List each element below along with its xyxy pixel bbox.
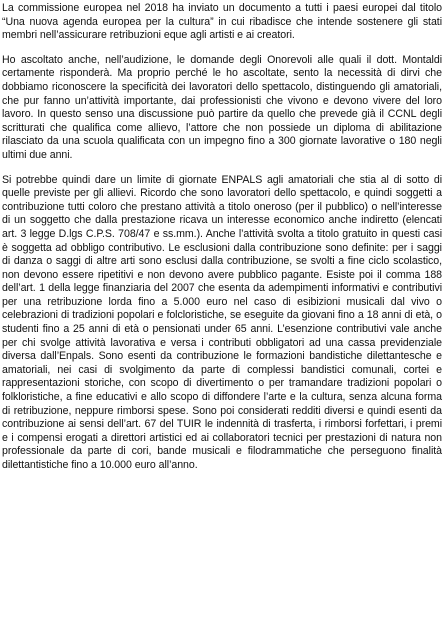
paragraph-enpals-contribution: Si potrebbe quindi dare un limite di giornate ENPALS agli amatoriali che stia al di sotto di quelle previste per gli allievi. Ricordo che sono lavoratori dello spettacolo, e quindi soggetti a contribuzione tutti coloro che prestano attività a titolo oneroso (per il pubblico) o nell’interesse di un soggetto che dalla prestazione ricava un interesse economico anche indiretto (elencati art. 3 legge D.lgs C.P.S. 708/47 e ss.mm.). Anche l’attività svolta a titolo gratuito in questi casi è soggetta ad obbligo contributivo. Le esclusioni dalla contribuzione sono definite: per i saggi di danza o saggi di altre arti sono esclusi dalla contribuzione, se svolti a fine ciclo scolastico, non devono essere ripetitivi e non devono avere pubblico pagante. Esiste poi il comma 188 dell’art. 1 della legge finanziaria del 2007 che esenta da adempimenti informativi e contributivi per una retribuzione lorda fino a 5.000 euro nel caso di esibizioni musicali dal vivo o celebrazioni di tradizioni popolari e folcloristiche, se eseguite da giovani fino a 18 anni di età, o studenti fino a 25 anni di età o pensionati under 65 anni. L’esenzione contributivi vale anche per chi svolge attività lavorativa e versa i contributi obbligatori ad una cassa previdenziale diversa dall’Enpals. Sono esenti da contribuzione le formazioni bandistiche dilettantesche e amatoriali, nei casi di svolgimento da parte di complessi bandistici comunali, cortei e rappresentazioni storiche, con scopo di divertimento o per tramandare tradizioni popolari o folkloristiche, a fine educativi e allo scopo di diffondere l’arte e la cultura, senza alcuna forma di retribuzione, neppure rimborsi spese. Sono poi considerati redditi diversi e quindi esenti da contribuzione ai sensi dell’art. 67 del TUIR le indennità di trasferta, i rimborsi forfettari, i premi e i compensi erogati a direttori artistici ed ai collaboratori tecnici per prestazioni di natura non professionale da parte di cori, bande musicali e filodrammatiche che perseguono finalità dilettantistiche fino a 10.000 euro all’anno. bbox=[2, 173, 442, 471]
paragraph-hearing: Ho ascoltato anche, nell’audizione, le domande degli Onorevoli alle quali il dott. Montaldi certamente risponderà. Ma proprio perché le ho ascoltate, sento la necessità di dirvi che dobbiamo riconoscere la specificità dei lavoratori dello spettacolo, distinguendo gli amatoriali, che pur fanno un’attività importante, dai professionisti che vivono e devono vivere del loro lavoro. In questo senso una discussione può partire da quello che prevede già il CCNL degli scritturati che qualifica come allievo, l’attore che non possiede un diploma di abilitazione rilasciato da una scuola qualificata con un impegno fino a 300 giornate lavorative o 180 negli ultimi due anni. bbox=[2, 53, 442, 161]
paragraph-european-agenda: La commissione europea nel 2018 ha inviato un documento a tutti i paesi europei dal titolo “Una nuova agenda europea per la cultura” in cui ribadisce che intende sostenere gli stati membri nell’assicurare retribuzioni eque agli artisti e ai creatori. bbox=[2, 2, 442, 42]
document-page bbox=[2, 2, 442, 473]
